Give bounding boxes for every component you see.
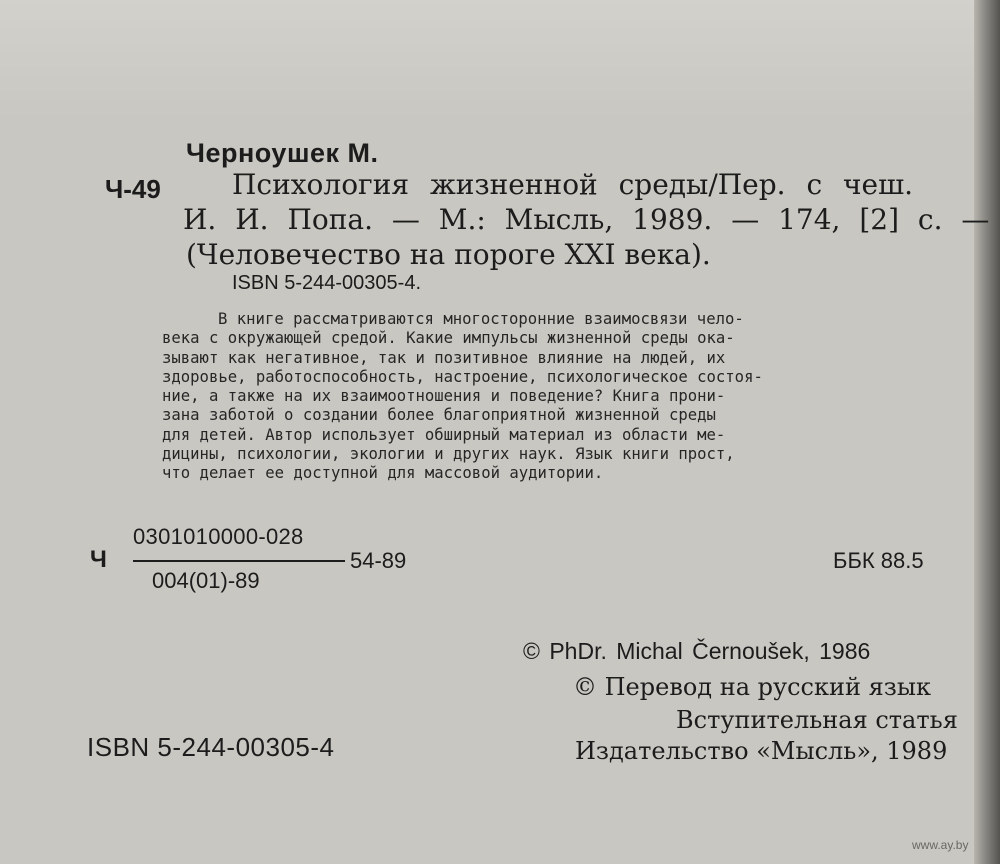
abstract-line: ние, а также на их взаимоотношения и поведение? Книга прони-	[162, 387, 726, 406]
series-line: (Человечество на пороге XXI века).	[186, 238, 711, 271]
page-edge-shadow	[974, 0, 1000, 864]
catalog-letter: Ч	[90, 546, 107, 573]
copyright-original: © PhDr. Michal Černoušek, 1986	[523, 638, 871, 664]
abstract-line: зывают как негативное, так и позитивное влияние на людей, их	[162, 348, 726, 367]
catalog-code: 54-89	[350, 548, 407, 573]
isbn-bottom: ISBN 5-244-00305-4	[87, 732, 335, 762]
author-name: Черноушек М.	[186, 138, 379, 168]
title-line-1: Психология жизненной среды/Пер. с чеш.	[232, 168, 914, 201]
light-gradient	[0, 0, 1000, 120]
abstract-line: дицины, психологии, экологии и других наук. Язык книги прост,	[162, 445, 735, 464]
abstract-line: зана заботой о создании более благоприятной жизненной среды	[162, 406, 716, 425]
isbn-top: ISBN 5-244-00305-4.	[232, 272, 422, 294]
copyright-intro: Вступительная статья	[676, 706, 958, 734]
abstract-line: что делает ее доступной для массовой аудитории.	[162, 464, 604, 483]
abstract-text	[162, 310, 942, 484]
classification-code: Ч-49	[105, 174, 161, 204]
abstract-line: века с окружающей средой. Какие импульсы жизненной среды ока-	[162, 329, 735, 348]
watermark-text: www.ay.by	[912, 838, 969, 852]
bbk-index: ББК 88.5	[833, 548, 924, 573]
catalog-numerator: 0301010000-028	[133, 524, 304, 549]
catalog-denominator: 004(01)-89	[152, 568, 260, 593]
abstract-line: здоровье, работоспособность, настроение, психологическое состоя-	[162, 367, 763, 386]
copyright-publisher: Издательство «Мысль», 1989	[575, 737, 948, 765]
title-line-2: И. И. Попа. — М.: Мысль, 1989. — 174, [2] с. —	[183, 203, 990, 236]
abstract-line: для детей. Автор использует обширный материал из области ме-	[162, 425, 726, 444]
fraction-bar	[133, 560, 345, 562]
copyright-translation: © Перевод на русский язык	[573, 673, 931, 701]
abstract-line: В книге рассматриваются многосторонние взаимосвязи чело-	[218, 310, 744, 328]
